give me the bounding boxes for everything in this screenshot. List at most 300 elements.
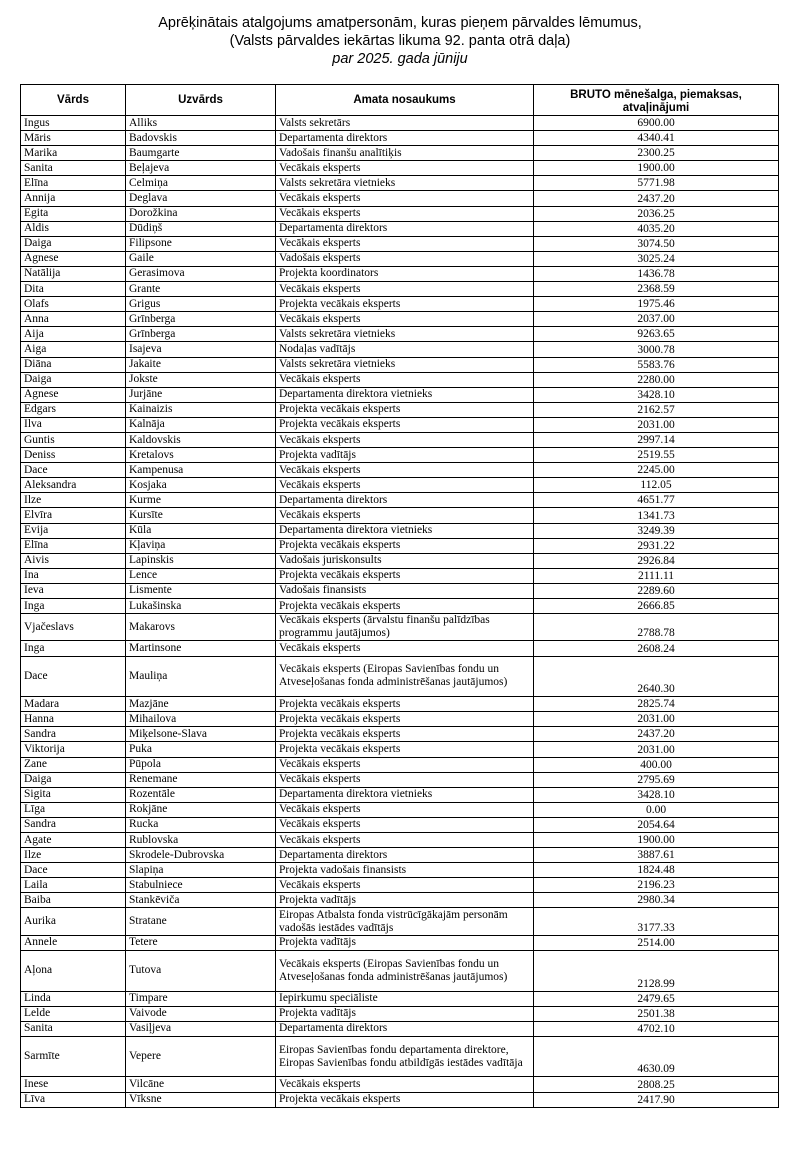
table-row <box>21 176 779 191</box>
table-row <box>21 802 779 817</box>
table-row <box>21 908 779 935</box>
first-name-cell: Aiga <box>21 342 126 357</box>
last-name-cell: Pūpola <box>126 757 276 772</box>
last-name-cell: Vilcāne <box>126 1077 276 1092</box>
first-name-cell: Annija <box>21 191 126 206</box>
table-row <box>21 817 779 832</box>
amount-cell: 2808.25 <box>534 1077 779 1092</box>
amount-cell: 1436.78 <box>534 266 779 281</box>
table-row <box>21 236 779 251</box>
last-name-cell: Kretalovs <box>126 448 276 463</box>
table-row <box>21 935 779 950</box>
first-name-cell: Zane <box>21 757 126 772</box>
first-name-cell: Dace <box>21 656 126 697</box>
position-cell: Eiropas Savienības fondu departamenta direktore, Eiropas Savienības fondu atbildīgās iestādes vadītāja <box>276 1036 534 1077</box>
table-row <box>21 463 779 478</box>
first-name-cell: Inese <box>21 1077 126 1092</box>
table-row <box>21 372 779 387</box>
table-row <box>21 508 779 523</box>
amount-cell: 2245.00 <box>534 463 779 478</box>
position-cell: Vecākais eksperts <box>276 478 534 493</box>
table-row <box>21 402 779 417</box>
amount-cell: 2608.24 <box>534 641 779 656</box>
last-name-cell: Kosjaka <box>126 478 276 493</box>
first-name-cell: Dace <box>21 463 126 478</box>
first-name-cell: Olafs <box>21 297 126 312</box>
position-cell: Vecākais eksperts <box>276 463 534 478</box>
position-cell: Projekta vecākais eksperts <box>276 697 534 712</box>
table-row <box>21 266 779 281</box>
position-cell: Departamenta direktora vietnieks <box>276 787 534 802</box>
table-row <box>21 712 779 727</box>
position-cell: Vecākais eksperts <box>276 191 534 206</box>
position-cell: Vecākais eksperts <box>276 312 534 327</box>
amount-cell: 2479.65 <box>534 991 779 1006</box>
last-name-cell: Kaldovskis <box>126 432 276 447</box>
position-cell: Projekta vecākais eksperts <box>276 538 534 553</box>
last-name-cell: Mazjāne <box>126 697 276 712</box>
last-name-cell: Kursīte <box>126 508 276 523</box>
table-row <box>21 833 779 848</box>
amount-cell: 2289.60 <box>534 583 779 598</box>
table-row <box>21 191 779 206</box>
position-cell: Vecākais eksperts <box>276 878 534 893</box>
position-cell: Departamenta direktors <box>276 131 534 146</box>
table-row <box>21 656 779 697</box>
first-name-cell: Aldis <box>21 221 126 236</box>
first-name-cell: Sigita <box>21 787 126 802</box>
first-name-cell: Edgars <box>21 402 126 417</box>
last-name-cell: Lukašinska <box>126 599 276 614</box>
table-row <box>21 742 779 757</box>
amount-cell: 2368.59 <box>534 282 779 297</box>
amount-cell: 2437.20 <box>534 191 779 206</box>
column-header-first-name: Vārds <box>21 85 126 116</box>
last-name-cell: Martinsone <box>126 641 276 656</box>
position-cell: Projekta vecākais eksperts <box>276 568 534 583</box>
table-row <box>21 599 779 614</box>
amount-cell: 2825.74 <box>534 697 779 712</box>
last-name-cell: Dūdiņš <box>126 221 276 236</box>
last-name-cell: Grīnberga <box>126 312 276 327</box>
position-cell: Eiropas Atbalsta fonda vistrūcīgākajām personām vadošās iestādes vadītājs <box>276 908 534 935</box>
table-row <box>21 221 779 236</box>
last-name-cell: Stratane <box>126 908 276 935</box>
last-name-cell: Tetere <box>126 935 276 950</box>
first-name-cell: Daiga <box>21 372 126 387</box>
position-cell: Projekta vecākais eksperts <box>276 742 534 757</box>
amount-cell: 4340.41 <box>534 131 779 146</box>
first-name-cell: Egita <box>21 206 126 221</box>
position-cell: Projekta vadītājs <box>276 448 534 463</box>
position-cell: Departamenta direktors <box>276 1021 534 1036</box>
position-cell: Vecākais eksperts <box>276 372 534 387</box>
position-cell: Iepirkumu speciāliste <box>276 991 534 1006</box>
last-name-cell: Jurjāne <box>126 387 276 402</box>
position-cell: Vecākais eksperts <box>276 206 534 221</box>
last-name-cell: Filipsone <box>126 236 276 251</box>
last-name-cell: Mihailova <box>126 712 276 727</box>
last-name-cell: Skrodele-Dubrovska <box>126 848 276 863</box>
last-name-cell: Miķelsone-Slava <box>126 727 276 742</box>
amount-cell: 2031.00 <box>534 712 779 727</box>
amount-cell: 2031.00 <box>534 417 779 432</box>
first-name-cell: Aivis <box>21 553 126 568</box>
position-cell: Departamenta direktors <box>276 493 534 508</box>
last-name-cell: Vīksne <box>126 1092 276 1107</box>
first-name-cell: Guntis <box>21 432 126 447</box>
amount-cell: 5771.98 <box>534 176 779 191</box>
last-name-cell: Isajeva <box>126 342 276 357</box>
position-cell: Projekta vecākais eksperts <box>276 1092 534 1107</box>
position-cell: Vecākais eksperts (ārvalstu finanšu palīdzības programmu jautājumos) <box>276 614 534 641</box>
amount-cell: 0.00 <box>534 802 779 817</box>
last-name-cell: Makarovs <box>126 614 276 641</box>
first-name-cell: Māris <box>21 131 126 146</box>
first-name-cell: Elīna <box>21 538 126 553</box>
first-name-cell: Dace <box>21 863 126 878</box>
table-row <box>21 1021 779 1036</box>
position-cell: Vecākais eksperts <box>276 161 534 176</box>
position-cell: Vecākais eksperts <box>276 641 534 656</box>
position-cell: Projekta vecākais eksperts <box>276 727 534 742</box>
table-row <box>21 553 779 568</box>
last-name-cell: Stabulniece <box>126 878 276 893</box>
first-name-cell: Sandra <box>21 817 126 832</box>
first-name-cell: Madara <box>21 697 126 712</box>
table-row <box>21 950 779 991</box>
last-name-cell: Timpare <box>126 991 276 1006</box>
table-row <box>21 772 779 787</box>
last-name-cell: Rucka <box>126 817 276 832</box>
last-name-cell: Kurme <box>126 493 276 508</box>
amount-cell: 2519.55 <box>534 448 779 463</box>
table-row <box>21 417 779 432</box>
position-cell: Departamenta direktora vietnieks <box>276 523 534 538</box>
table-row <box>21 297 779 312</box>
amount-cell: 1900.00 <box>534 833 779 848</box>
table-row <box>21 1036 779 1077</box>
table-row <box>21 342 779 357</box>
first-name-cell: Sandra <box>21 727 126 742</box>
first-name-cell: Sanita <box>21 1021 126 1036</box>
table-row <box>21 523 779 538</box>
amount-cell: 2501.38 <box>534 1006 779 1021</box>
first-name-cell: Vjačeslavs <box>21 614 126 641</box>
position-cell: Vecākais eksperts <box>276 802 534 817</box>
amount-cell: 1975.46 <box>534 297 779 312</box>
amount-cell: 2128.99 <box>534 950 779 991</box>
last-name-cell: Grante <box>126 282 276 297</box>
first-name-cell: Anna <box>21 312 126 327</box>
last-name-cell: Gaile <box>126 251 276 266</box>
last-name-cell: Kampenusa <box>126 463 276 478</box>
table-row <box>21 161 779 176</box>
position-cell: Nodaļas vadītājs <box>276 342 534 357</box>
amount-cell: 2514.00 <box>534 935 779 950</box>
position-cell: Vadošais finansists <box>276 583 534 598</box>
position-cell: Vecākais eksperts (Eiropas Savienības fondu un Atveseļošanas fonda administrēšanas jautājumos) <box>276 950 534 991</box>
last-name-cell: Mauliņa <box>126 656 276 697</box>
amount-cell: 2280.00 <box>534 372 779 387</box>
position-cell: Valsts sekretāra vietnieks <box>276 357 534 372</box>
column-header-amount: BRUTO mēnešalga, piemaksas, atvaļinājumi <box>534 85 779 116</box>
first-name-cell: Aļona <box>21 950 126 991</box>
first-name-cell: Deniss <box>21 448 126 463</box>
amount-cell: 3025.24 <box>534 251 779 266</box>
amount-cell: 2417.90 <box>534 1092 779 1107</box>
table-body <box>21 116 779 1108</box>
amount-cell: 2036.25 <box>534 206 779 221</box>
first-name-cell: Hanna <box>21 712 126 727</box>
column-header-last-name: Uzvārds <box>126 85 276 116</box>
position-cell: Projekta vecākais eksperts <box>276 402 534 417</box>
last-name-cell: Rozentāle <box>126 787 276 802</box>
first-name-cell: Viktorija <box>21 742 126 757</box>
table-row <box>21 146 779 161</box>
table-row <box>21 312 779 327</box>
last-name-cell: Lence <box>126 568 276 583</box>
position-cell: Vecākais eksperts <box>276 236 534 251</box>
document-subtitle: (Valsts pārvaldes iekārtas likuma 92. panta otrā daļa) <box>229 33 571 49</box>
table-row <box>21 131 779 146</box>
first-name-cell: Elvīra <box>21 508 126 523</box>
amount-cell: 3887.61 <box>534 848 779 863</box>
amount-cell: 4702.10 <box>534 1021 779 1036</box>
position-cell: Departamenta direktora vietnieks <box>276 387 534 402</box>
last-name-cell: Vasiļjeva <box>126 1021 276 1036</box>
last-name-cell: Gerasimova <box>126 266 276 281</box>
last-name-cell: Rokjāne <box>126 802 276 817</box>
position-cell: Valsts sekretāra vietnieks <box>276 176 534 191</box>
table-row <box>21 116 779 131</box>
amount-cell: 2437.20 <box>534 727 779 742</box>
last-name-cell: Grigus <box>126 297 276 312</box>
amount-cell: 2997.14 <box>534 432 779 447</box>
table-row <box>21 863 779 878</box>
first-name-cell: Inga <box>21 599 126 614</box>
amount-cell: 3177.33 <box>534 908 779 935</box>
last-name-cell: Lapinskis <box>126 553 276 568</box>
position-cell: Vecākais eksperts <box>276 757 534 772</box>
last-name-cell: Kalnāja <box>126 417 276 432</box>
position-cell: Valsts sekretārs <box>276 116 534 131</box>
first-name-cell: Līga <box>21 802 126 817</box>
position-cell: Vadošais eksperts <box>276 251 534 266</box>
first-name-cell: Aleksandra <box>21 478 126 493</box>
position-cell: Projekta vecākais eksperts <box>276 417 534 432</box>
position-cell: Projekta vadītājs <box>276 893 534 908</box>
position-cell: Vecākais eksperts <box>276 833 534 848</box>
table-row <box>21 757 779 772</box>
position-cell: Vecākais eksperts (Eiropas Savienības fondu un Atveseļošanas fonda administrēšanas jautājumos) <box>276 656 534 697</box>
table-row <box>21 282 779 297</box>
amount-cell: 2980.34 <box>534 893 779 908</box>
last-name-cell: Vepere <box>126 1036 276 1077</box>
table-row <box>21 493 779 508</box>
last-name-cell: Beļajeva <box>126 161 276 176</box>
last-name-cell: Baumgarte <box>126 146 276 161</box>
position-cell: Projekta koordinators <box>276 266 534 281</box>
position-cell: Vecākais eksperts <box>276 1077 534 1092</box>
amount-cell: 2196.23 <box>534 878 779 893</box>
amount-cell: 1824.48 <box>534 863 779 878</box>
table-row <box>21 848 779 863</box>
first-name-cell: Ilze <box>21 493 126 508</box>
amount-cell: 2795.69 <box>534 772 779 787</box>
last-name-cell: Badovskis <box>126 131 276 146</box>
first-name-cell: Līva <box>21 1092 126 1107</box>
first-name-cell: Daiga <box>21 772 126 787</box>
first-name-cell: Diāna <box>21 357 126 372</box>
position-cell: Projekta vadītājs <box>276 935 534 950</box>
amount-cell: 4630.09 <box>534 1036 779 1077</box>
first-name-cell: Lelde <box>21 1006 126 1021</box>
first-name-cell: Agnese <box>21 251 126 266</box>
position-cell: Vecākais eksperts <box>276 772 534 787</box>
table-row <box>21 697 779 712</box>
last-name-cell: Kūla <box>126 523 276 538</box>
amount-cell: 2300.25 <box>534 146 779 161</box>
position-cell: Projekta vadītājs <box>276 1006 534 1021</box>
table-row <box>21 614 779 641</box>
table-row <box>21 893 779 908</box>
table-row <box>21 448 779 463</box>
first-name-cell: Linda <box>21 991 126 1006</box>
amount-cell: 2931.22 <box>534 538 779 553</box>
first-name-cell: Agnese <box>21 387 126 402</box>
table-row <box>21 251 779 266</box>
first-name-cell: Natālija <box>21 266 126 281</box>
first-name-cell: Ingus <box>21 116 126 131</box>
amount-cell: 112.05 <box>534 478 779 493</box>
last-name-cell: Rublovska <box>126 833 276 848</box>
amount-cell: 2788.78 <box>534 614 779 641</box>
position-cell: Projekta vecākais eksperts <box>276 599 534 614</box>
first-name-cell: Agate <box>21 833 126 848</box>
table-row <box>21 568 779 583</box>
first-name-cell: Ilze <box>21 848 126 863</box>
last-name-cell: Puka <box>126 742 276 757</box>
table-row <box>21 357 779 372</box>
first-name-cell: Marika <box>21 146 126 161</box>
first-name-cell: Dita <box>21 282 126 297</box>
table-row <box>21 387 779 402</box>
last-name-cell: Jakaite <box>126 357 276 372</box>
first-name-cell: Ilva <box>21 417 126 432</box>
amount-cell: 2926.84 <box>534 553 779 568</box>
table-row <box>21 206 779 221</box>
first-name-cell: Baiba <box>21 893 126 908</box>
last-name-cell: Vaivode <box>126 1006 276 1021</box>
last-name-cell: Deglava <box>126 191 276 206</box>
first-name-cell: Inga <box>21 641 126 656</box>
last-name-cell: Celmiņa <box>126 176 276 191</box>
amount-cell: 2054.64 <box>534 817 779 832</box>
table-row <box>21 538 779 553</box>
amount-cell: 2111.11 <box>534 568 779 583</box>
last-name-cell: Kainaizis <box>126 402 276 417</box>
amount-cell: 2640.30 <box>534 656 779 697</box>
first-name-cell: Daiga <box>21 236 126 251</box>
first-name-cell: Sarmīte <box>21 1036 126 1077</box>
table-row <box>21 727 779 742</box>
table-row <box>21 432 779 447</box>
column-header-position: Amata nosaukums <box>276 85 534 116</box>
document-period: par 2025. gada jūniju <box>332 51 468 67</box>
last-name-cell: Alliks <box>126 116 276 131</box>
first-name-cell: Aurika <box>21 908 126 935</box>
position-cell: Departamenta direktors <box>276 848 534 863</box>
last-name-cell: Slapiņa <box>126 863 276 878</box>
amount-cell: 3074.50 <box>534 236 779 251</box>
table-header-row <box>21 85 779 116</box>
amount-cell: 6900.00 <box>534 116 779 131</box>
amount-cell: 5583.76 <box>534 357 779 372</box>
amount-cell: 400.00 <box>534 757 779 772</box>
position-cell: Vecākais eksperts <box>276 817 534 832</box>
position-cell: Departamenta direktors <box>276 221 534 236</box>
table-row <box>21 787 779 802</box>
table-row <box>21 1077 779 1092</box>
amount-cell: 4651.77 <box>534 493 779 508</box>
first-name-cell: Evija <box>21 523 126 538</box>
table-row <box>21 991 779 1006</box>
first-name-cell: Aija <box>21 327 126 342</box>
table-row <box>21 1092 779 1107</box>
table-row <box>21 1006 779 1021</box>
position-cell: Projekta vecākais eksperts <box>276 297 534 312</box>
amount-cell: 1900.00 <box>534 161 779 176</box>
last-name-cell: Jokste <box>126 372 276 387</box>
amount-cell: 2162.57 <box>534 402 779 417</box>
amount-cell: 3428.10 <box>534 787 779 802</box>
last-name-cell: Renemane <box>126 772 276 787</box>
amount-cell: 9263.65 <box>534 327 779 342</box>
amount-cell: 2037.00 <box>534 312 779 327</box>
position-cell: Projekta vadošais finansists <box>276 863 534 878</box>
position-cell: Valsts sekretāra vietnieks <box>276 327 534 342</box>
position-cell: Projekta vecākais eksperts <box>276 712 534 727</box>
first-name-cell: Sanita <box>21 161 126 176</box>
document-title: Aprēķinātais atalgojums amatpersonām, kuras pieņem pārvaldes lēmumus, <box>158 15 642 31</box>
amount-cell: 3428.10 <box>534 387 779 402</box>
position-cell: Vecākais eksperts <box>276 508 534 523</box>
amount-cell: 3000.78 <box>534 342 779 357</box>
table-row <box>21 583 779 598</box>
amount-cell: 3249.39 <box>534 523 779 538</box>
amount-cell: 4035.20 <box>534 221 779 236</box>
last-name-cell: Tutova <box>126 950 276 991</box>
first-name-cell: Laila <box>21 878 126 893</box>
table-row <box>21 641 779 656</box>
last-name-cell: Grīnberga <box>126 327 276 342</box>
table-row <box>21 327 779 342</box>
table-row <box>21 478 779 493</box>
position-cell: Vadošais finanšu analītiķis <box>276 146 534 161</box>
table-row <box>21 878 779 893</box>
last-name-cell: Kļaviņa <box>126 538 276 553</box>
position-cell: Vecākais eksperts <box>276 282 534 297</box>
amount-cell: 1341.73 <box>534 508 779 523</box>
salary-table <box>20 84 779 1108</box>
last-name-cell: Stankēviča <box>126 893 276 908</box>
amount-cell: 2031.00 <box>534 742 779 757</box>
last-name-cell: Dorožkina <box>126 206 276 221</box>
first-name-cell: Ina <box>21 568 126 583</box>
amount-cell: 2666.85 <box>534 599 779 614</box>
first-name-cell: Annele <box>21 935 126 950</box>
